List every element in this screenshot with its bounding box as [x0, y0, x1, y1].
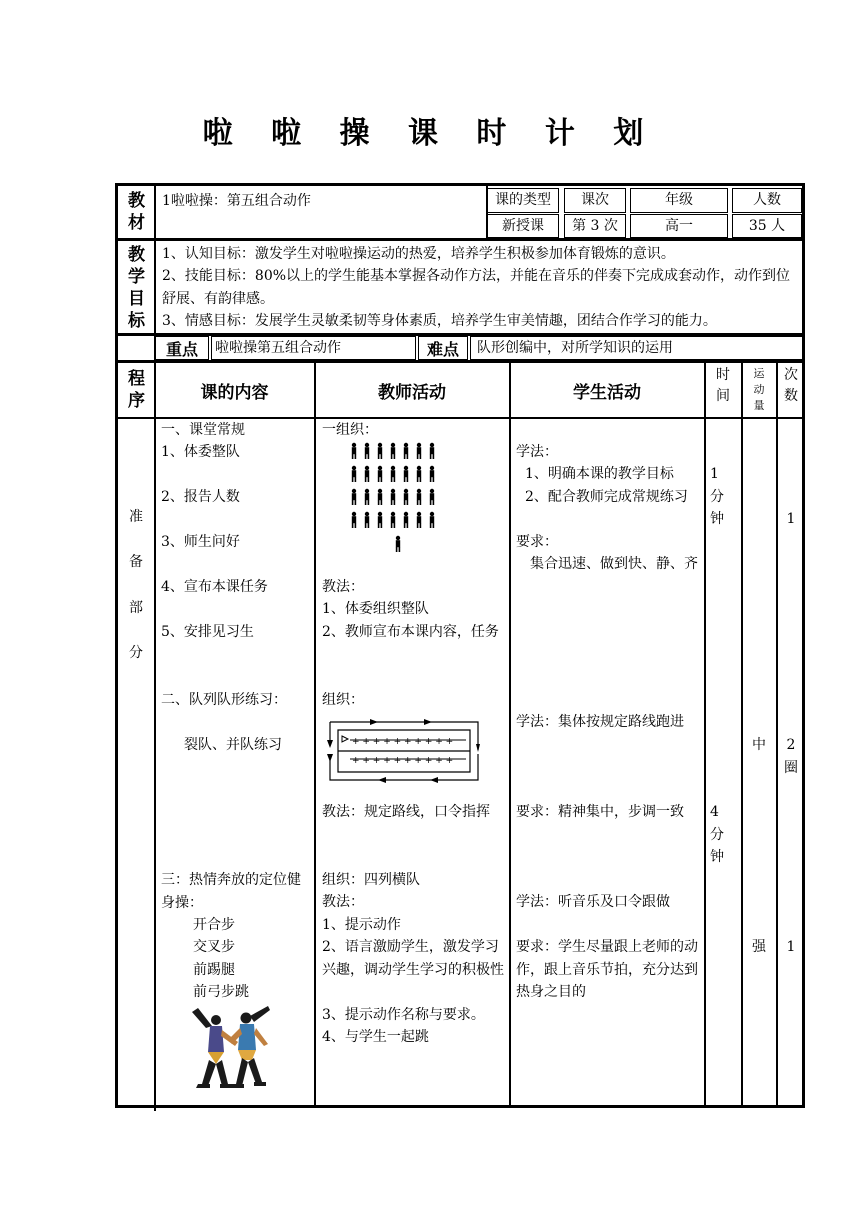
teacher-item: 2、语言激励学生，激发学习兴趣，调动学生学习的积极性: [322, 939, 504, 978]
content-item: 三：热情奔放的定位健身操：: [161, 872, 301, 911]
grade-label: 年级: [630, 188, 728, 213]
content-item: 开合步: [193, 917, 235, 933]
times-value: 1: [786, 511, 796, 527]
teacher-item: 2、教师宣布本课内容，任务: [322, 624, 499, 640]
teacher-item: 4、与学生一起跳: [322, 1029, 429, 1045]
teacher-item: 一组织：: [322, 422, 378, 438]
key-point-value: 啦啦操第五组合动作: [211, 336, 416, 360]
content-item: 1、体委整队: [161, 444, 240, 460]
key-point-label: 重点: [165, 339, 198, 359]
time-value: 1 分 钟: [710, 466, 724, 527]
student-item: 1、明确本课的教学目标: [525, 466, 674, 482]
content-item: 前踢腿: [193, 962, 235, 978]
student-item: 要求：精神集中，步调一致: [516, 804, 684, 820]
student-item: 2、配合教师完成常规练习: [525, 489, 688, 505]
goal-skill: 2、技能目标：80%以上的学生能基本掌握各动作方法，并能在音乐的伴奏下完成成套动作，动作到位舒展、有韵律感。: [162, 268, 791, 307]
formation-diagram-icon: [346, 441, 456, 556]
load-value: 强: [752, 939, 766, 955]
page-title: 啦 啦 操 课 时 计 划: [202, 116, 658, 151]
header-content: 课的内容: [200, 382, 269, 403]
content-item: 一、课堂常规: [161, 422, 245, 438]
content-item: 前弓步跳: [193, 984, 249, 1000]
header-student: 学生活动: [573, 382, 641, 403]
header-procedure: 程 序: [128, 369, 145, 411]
teacher-item: 教法：: [322, 579, 364, 595]
load-value: 中: [752, 737, 766, 753]
teacher-item: 教法：规定路线，口令指挥: [322, 804, 490, 820]
lesson-label: 课次: [564, 188, 626, 213]
teacher-item: 组织：四列横队: [322, 872, 420, 888]
header-times: 次 数: [784, 367, 798, 404]
content-item: 2、报告人数: [161, 489, 240, 505]
content-item: 3、师生问好: [161, 534, 240, 550]
teacher-item: 3、提示动作名称与要求。: [322, 1007, 485, 1023]
svg-text:+ + + + + + + + + +: + + + + + + + + + +: [352, 756, 454, 766]
difficulty-value: 队形创编中，对所学知识的运用: [470, 336, 804, 360]
content-item: 二、队列队形练习：: [161, 692, 287, 708]
label-goals: 教 学 目 标: [128, 245, 145, 331]
teacher-item: 1、提示动作: [322, 917, 401, 933]
student-item: 要求：学生尽量跟上老师的动作，跟上音乐节拍，充分达到热身之目的: [516, 939, 698, 1000]
lesson-plan-table: [115, 183, 805, 1108]
student-item: 学法：集体按规定路线跑进: [516, 714, 684, 730]
student-item: 学法：: [516, 444, 558, 460]
content-item: 4、宣布本课任务: [161, 579, 268, 595]
lesson-value: 第 3 次: [564, 214, 626, 238]
header-load: 运 动 量: [753, 367, 765, 412]
svg-text:+ + + + + + + + + +: + + + + + + + + + +: [352, 737, 454, 747]
header-time: 时 间: [716, 367, 730, 404]
jiaocai-content: 1啦啦操：第五组合动作: [162, 193, 311, 209]
time-value: 4 分 钟: [710, 804, 724, 865]
times-value: 1: [786, 939, 796, 955]
count-value: 35 人: [732, 214, 802, 238]
goal-emotion: 3、情感目标：发展学生灵敏柔韧等身体素质，培养学生审美情趣，团结合作学习的能力。: [162, 313, 717, 329]
teacher-item: 组织：: [322, 692, 364, 708]
teacher-item: 教法：: [322, 894, 364, 910]
content-item: 裂队、并队练习: [184, 737, 282, 753]
student-item: 学法：听音乐及口令跟做: [516, 894, 670, 910]
section-label: 准 备 部 分: [129, 509, 143, 662]
times-value: 2 圈: [784, 737, 798, 776]
count-label: 人数: [732, 188, 802, 213]
content-item: 5、安排见习生: [161, 624, 254, 640]
difficulty-label: 难点: [426, 339, 459, 359]
goal-cognitive: 1、认知目标：激发学生对啦啦操运动的热爱，培养学生积极参加体育锻炼的意识。: [162, 246, 675, 262]
grade-value: 高一: [630, 214, 728, 238]
student-item: 要求：: [516, 534, 558, 550]
type-value: 新授课: [487, 214, 559, 238]
content-item: 交叉步: [193, 939, 235, 955]
type-label: 课的类型: [487, 188, 559, 213]
header-teacher: 教师活动: [378, 382, 446, 403]
running-route-diagram-icon: [326, 714, 486, 788]
dancers-illustration-icon: [186, 1004, 278, 1090]
student-item: 集合迅速、做到快、静、齐: [530, 556, 698, 572]
label-jiaocai: 教 材: [128, 191, 145, 233]
teacher-item: 1、体委组织整队: [322, 601, 429, 617]
